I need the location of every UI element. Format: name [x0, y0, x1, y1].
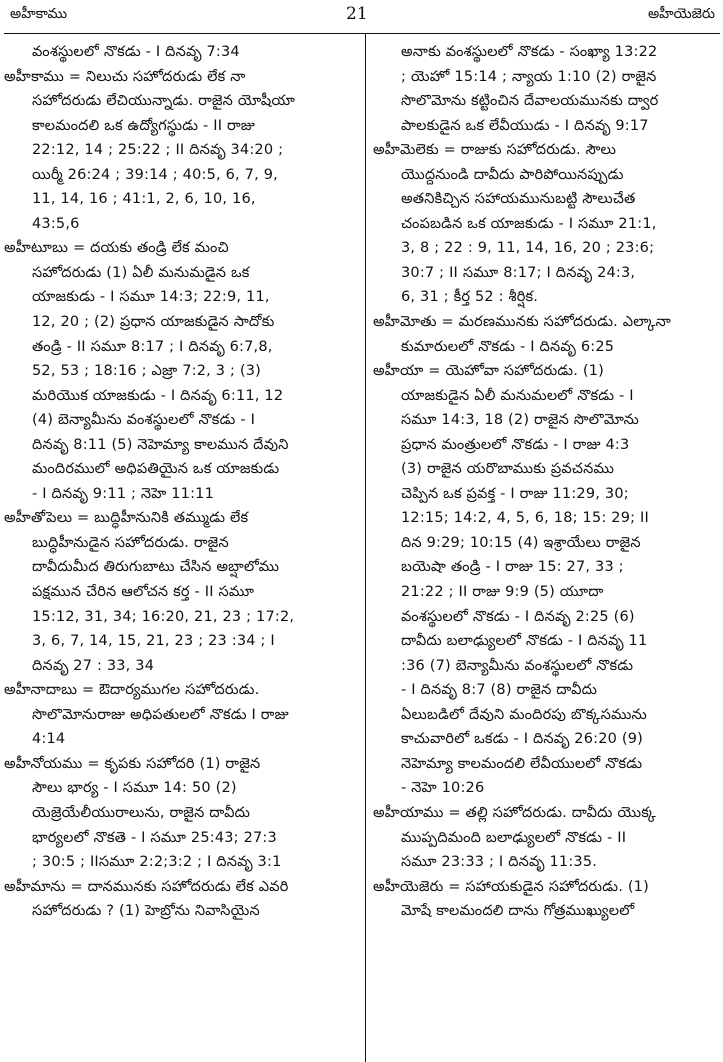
text-line: కాలమందలి ఒక ఉద్యోగస్థుడు - II రాజు — [32, 117, 256, 134]
text-line: ప్రధాన మంత్రులలో నొకడు - I రాజు 4:3 — [401, 436, 630, 453]
text-line: యాజకుడైన ఏలీ మనుమలలో నొకడు - I — [401, 387, 634, 404]
entry-headword-line: అహీయా = యెహోవా సహోదరుడు. (1) — [373, 363, 605, 380]
text-line: యాజకుడు - I సమూ 14:3; 22:9, 11, — [32, 289, 270, 306]
column-divider — [365, 34, 366, 1062]
text-line: ఏలుబడిలో దేవుని మందిరపు బొక్కసమును — [401, 706, 647, 723]
text-line: 3, 8 ; 22 : 9, 11, 14, 16, 20 ; 23:6; — [401, 240, 655, 257]
text-line: దిన 9:29; 10:15 (4) ఇశ్రాయేలు రాజైన — [401, 534, 641, 551]
entry-headword-line: అహీమెలెకు = రాజుకు సహోదరుడు. సౌలు — [373, 142, 617, 159]
text-line: 43:5,6 — [32, 215, 80, 232]
text-line: అతనికిచ్చిన సహాయమునుబట్టి సౌలుచేత — [401, 191, 636, 208]
text-line: 52, 53 ; 18:16 ; ఎజ్రా 7:2, 3 ; (3) — [32, 363, 262, 380]
text-line: సమూ 23:33 ; I దినవృ 11:35. — [401, 854, 598, 871]
text-line: - I దినవృ 9:11 ; నెహె 11:11 — [32, 485, 215, 502]
text-line: 3, 6, 7, 14, 15, 21, 23 ; 23 :34 ; I — [32, 633, 275, 650]
text-line: 6, 31 ; కీర్త 52 : శీర్షిక. — [401, 289, 539, 306]
entry-headword-line: అహీయాము = తల్లి సహోదరుడు. దావీదు యొక్క — [373, 804, 657, 821]
text-line: సహోదరుడు లేచియున్నాడు. రాజైన యోషీయా — [32, 93, 295, 110]
text-line: యిర్మీ 26:24 ; 39:14 ; 40:5, 6, 7, 9, — [32, 166, 278, 183]
entry-headword-line: అహీటూబు = దయకు తండ్రి లేక మంచి — [4, 240, 229, 257]
text-line: సహోదరుడు (1) ఏలీ మనుమడైన ఒక — [32, 264, 250, 281]
text-line: చెప్పిన ఒక ప్రవక్త - I రాజు 11:29, 30; — [401, 485, 629, 502]
text-line: అనాకు వంశస్థులలో నొకడు - సంఖ్యా 13:22 — [401, 44, 658, 60]
entry-headword-line: అహీతోపెలు = బుద్ధిహీనునికి తమ్ముడు లేక — [4, 510, 249, 527]
text-line: ; యెహో 15:14 ; న్యాయ 1:10 (2) రాజైన — [401, 68, 657, 85]
text-line: 15:12, 31, 34; 16:20, 21, 23 ; 17:2, — [32, 608, 295, 625]
page-header — [0, 0, 723, 34]
text-line: సహోదరుడు ? (1) హెబ్రోను నివాసియైన — [32, 903, 260, 920]
text-line: వంశస్థులలో నొకడు - I దినవృ 2:25 (6) — [401, 608, 635, 625]
left-column — [4, 40, 354, 924]
text-line: కుమారులలో నొకడు - I దినవృ 6:25 — [401, 338, 615, 355]
text-line: 12, 20 ; (2) ప్రధాన యాజకుడైన సాదోకు — [32, 314, 275, 331]
text-line: మరియొక యాజకుడు - I దినవృ 6:11, 12 — [32, 387, 284, 404]
text-line: దావీదుమీద తిరుగుబాటు చేసిన అబ్షాలోము — [32, 559, 280, 576]
text-line: (3) రాజైన యరొబాముకు ప్రవచనము — [401, 461, 615, 478]
text-line: దినవృ 27 : 33, 34 — [32, 657, 155, 674]
text-line: పాలకుడైన ఒక లేవీయుడు - I దినవృ 9:17 — [401, 117, 649, 134]
text-line: 30:7 ; II సమూ 8:17; I దినవృ 24:3, — [401, 264, 636, 281]
running-head-left: అహీకాము — [10, 6, 68, 22]
text-line: - I దినవృ 8:7 (8) రాజైన దావీదు — [401, 682, 598, 699]
text-line: బుద్ధిహీనుడైన సహోదరుడు. రాజైన — [32, 534, 229, 551]
text-line: ; 30:5 ; IIసమూ 2:2;3:2 ; I దినవృ 3:1 — [32, 854, 282, 871]
text-line: (4) బెన్యామీను వంశస్థులలో నొకడు - I — [32, 412, 256, 429]
text-line: మోషే కాలమందలి దాను గోత్రముఖ్యులలో — [401, 903, 635, 920]
text-line: 22:12, 14 ; 25:22 ; II దినవృ 34:20 ; — [32, 142, 284, 159]
text-line: 12:15; 14:2, 4, 5, 6, 18; 15: 29; II — [401, 510, 649, 527]
text-line: సమూ 14:3, 18 (2) రాజైన సొలొమోను — [401, 412, 639, 429]
entry-headword-line: అహీనాదాబు = ఔదార్యముగల సహోదరుడు. — [4, 682, 260, 699]
text-line: బయెషా తండ్రి - I రాజు 15: 27, 33 ; — [401, 559, 624, 576]
text-line: దినవృ 8:11 (5) నెహెమ్యా కాలమున దేవుని — [32, 436, 289, 453]
text-line: - నెహె 10:26 — [401, 780, 485, 797]
header-rule — [4, 33, 720, 34]
text-line: :36 (7) బెన్యామీను వంశస్థులలో నొకడు — [401, 657, 634, 674]
text-line: దావీదు బలాఢ్యులలో నొకడు - I దినవృ 11 — [401, 633, 648, 650]
text-line: 4:14 — [32, 731, 66, 748]
text-line: ముప్పదిమంది బలాఢ్యులలో నొకడు - II — [401, 829, 627, 846]
entry-headword-line: అహీమోతు = మరణమునకు సహోదరుడు. ఎల్కానా — [373, 314, 671, 331]
text-line: తండ్రి - II సమూ 8:17 ; I దినవృ 6:7,8, — [32, 338, 273, 355]
entry-headword-line: అహీకాము = నిలుచు సహోదరుడు లేక నా — [4, 68, 246, 85]
entry-headword-line: అహీయెజెరు = సహాయకుడైన సహోదరుడు. (1) — [373, 878, 649, 895]
entry-headword-line: అహీనోయము = కృపకు సహోదరి (1) రాజైన — [4, 755, 261, 772]
text-line: సొలొమోను కట్టించిన దేవాలయమునకు ద్వార — [401, 93, 659, 110]
page-number: 21 — [346, 4, 368, 24]
entry-headword-line: అహీమాను = దానమునకు సహోదరుడు లేక ఎవరి — [4, 878, 289, 895]
text-line: భార్యలలో నొకతె - I సమూ 25:43; 27:3 — [32, 829, 277, 846]
text-line: వంశస్థులలో నొకడు - I దినవృ 7:34 — [32, 44, 240, 60]
text-line: మందిరములో అధిపతియైన ఒక యాజకుడు — [32, 461, 280, 478]
text-line: సౌలు భార్య - I సమూ 14: 50 (2) — [32, 780, 237, 797]
text-line: యొద్దనుండి దావీదు పారిపోయినప్పుడు — [401, 166, 624, 183]
text-line: 21:22 ; II రాజు 9:9 (5) యూదా — [401, 584, 604, 601]
text-line: 11, 14, 16 ; 41:1, 2, 6, 10, 16, — [32, 191, 256, 208]
running-head-right: అహీయెజెరు — [647, 6, 715, 22]
text-line: సొలొమోనురాజు అధిపతులలో నొకడు I రాజు — [32, 706, 289, 723]
text-line: చంపబడిన ఒక యాజకుడు - I సమూ 21:1, — [401, 215, 657, 232]
text-line: పక్షమున చేరిన ఆలోచన కర్త - II సమూ — [32, 584, 255, 601]
text-line: యెజ్రెయేలీయురాలును, రాజైన దావీదు — [32, 804, 251, 821]
text-line: కాచువారిలో ఒకడు - I దినవృ 26:20 (9) — [401, 731, 644, 748]
right-column — [373, 40, 723, 924]
text-line: నెహెమ్యా కాలమందలి లేవీయులలో నొకడు — [401, 755, 643, 772]
